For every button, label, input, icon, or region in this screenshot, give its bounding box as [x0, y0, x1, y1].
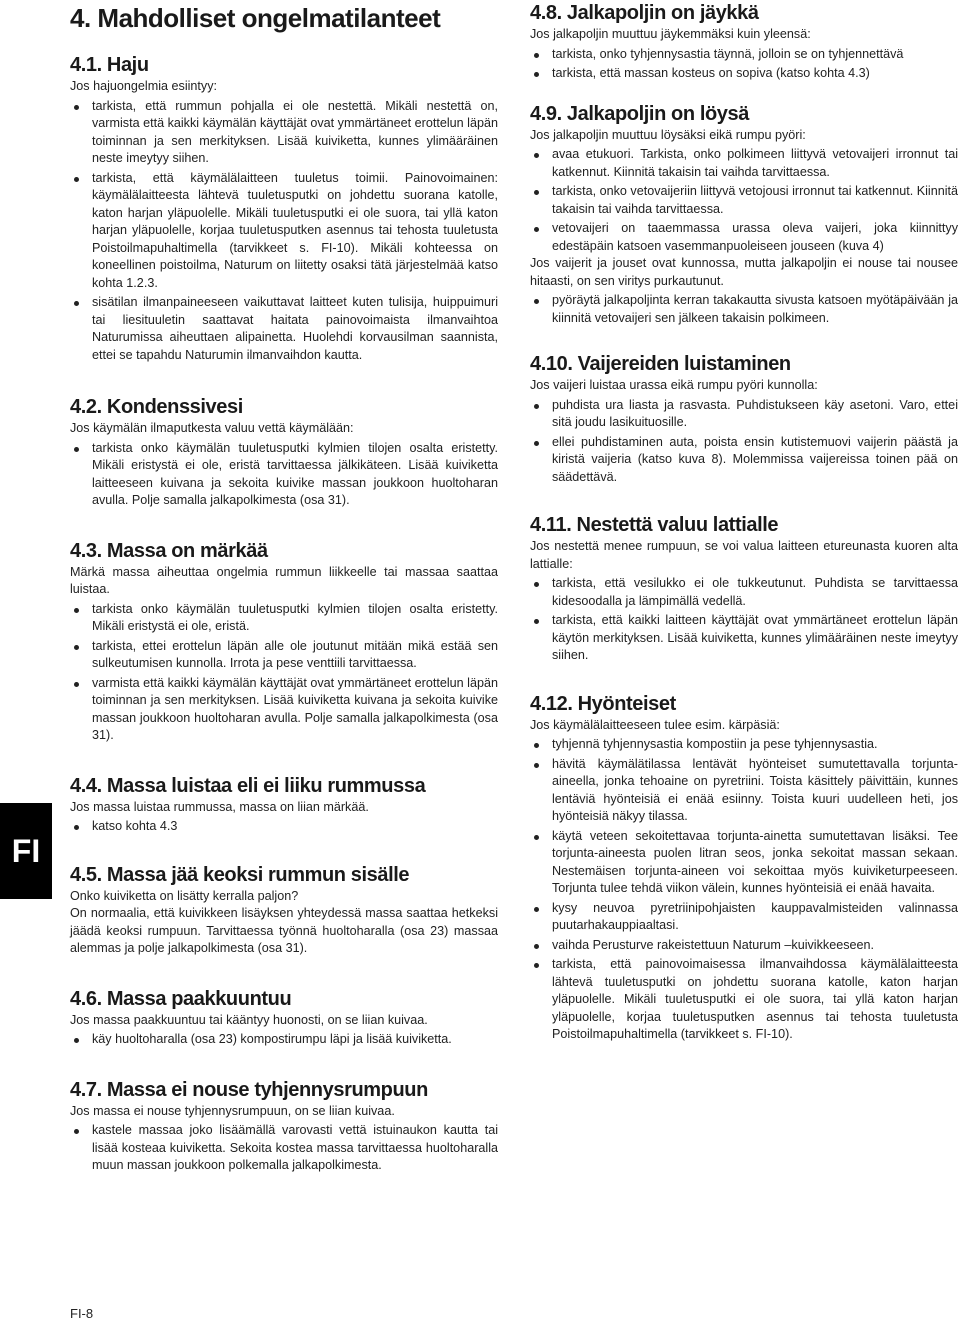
- bullet-list: [530, 46, 958, 83]
- section: [70, 986, 498, 1049]
- section-intro: Jos jalkapoljin muuttuu jäykemmäksi kuin yleensä:: [530, 27, 811, 41]
- bullet-item: tarkista, että massan kosteus on sopiva (katso kohta 4.3): [530, 65, 958, 83]
- bullet-item: vaihda Perusturve rakeistettuun Naturum –kuivikkeeseen.: [530, 937, 958, 955]
- section-title: 4.1. Haju: [70, 54, 149, 76]
- bullet-item: tarkista onko käymälän tuuletusputki kylmien tilojen osalta eristetty. Mikäli eristystä ei ole, eristä.: [70, 601, 498, 636]
- bullet-item: tarkista, onko vetovaijeriin liittyvä vetojousi irronnut tai katkennut. Kiinnitä takaisin tai vaihda tarvittaessa.: [530, 183, 958, 218]
- bullet-item: tyhjennä tyhjennysastia kompostiin ja pese tyhjennysastia.: [530, 736, 958, 754]
- bullet-item: tarkista, että vesilukko ei ole tukkeutunut. Puhdista se tarvittaessa kidesoodalla ja lämpimällä vedellä.: [530, 575, 958, 610]
- section-title: 4.10. Vaijereiden luistaminen: [530, 353, 791, 375]
- bullet-item: tarkista, että painovoimaisessa ilmanvaihdossa käymälälaitteesta lähtevä tuuletusputki on johdettu suorana katolle, katon harjan yläpuolelle. Mikäli tuuletusputki ei ole suora, tai yllä katon harjan yläpuolelle, korjaa tuuletusputken asennus tai tehosta tuuletusta Poistoilmapuhaltimella (tarvikkeet s. FI-10).: [530, 956, 958, 1044]
- section-intro: Jos jalkapoljin muuttuu löysäksi eikä rumpu pyöri:: [530, 127, 806, 142]
- section-title: 4.8. Jalkapoljin on jäykkä: [530, 2, 759, 24]
- section-intro: Jos käymälälaitteeseen tulee esim. kärpäsiä:: [530, 717, 780, 732]
- bullet-item: hävitä käymälätilassa lentävät hyönteiset sumutettavalla torjunta-aineella, jonka tehoaine on pyretriini. Toista käsittely päivittäin, kunnes lentäviä hyönteisiä ei enää esiinny. Toista kuuri uudelleen heti, jos hyönteisiä näkyy tilassa.: [530, 756, 958, 826]
- section-intro: Jos massa luistaa rummussa, massa on liian märkää.: [70, 799, 369, 814]
- section: [530, 0, 958, 83]
- bullet-item: puhdista ura liasta ja rasvasta. Puhdistukseen käy asetoni. Varo, ettei sitä joudu lasikuituosille.: [530, 397, 958, 432]
- section-title: 4.6. Massa paakkuuntuu: [70, 987, 292, 1010]
- section-title: 4.9. Jalkapoljin on löysä: [530, 102, 749, 125]
- bullet-list: [70, 440, 498, 510]
- bullet-list: [70, 818, 498, 836]
- bullet-item: sisätilan ilmanpaineeseen vaikuttavat laitteet kuten tulisija, huippuimuri tai liesituuletin saattavat haitata painovoimaista ilmanvaihtoa Naturumissa aiheuttaen alipainetta. Huolehdi korvausilman saannista, ettei se tapahdu Naturumin ilmanvaihdon kautta.: [70, 294, 498, 364]
- section: [70, 52, 498, 364]
- section-intro: Jos massa paakkuuntuu tai kääntyy huonosti, on se liian kuivaa.: [70, 1012, 428, 1027]
- section-title: 4.7. Massa ei nouse tyhjennysrumpuun: [70, 1078, 428, 1101]
- bullet-item: tarkista, onko tyhjennysastia täynnä, jolloin se on tyhjennettävä: [530, 46, 958, 64]
- bullet-item: käytä veteen sekoitettavaa torjunta-ainetta sumutettavan lisäksi. Tee torjunta-aineesta puolen litran seos, jonka sekoitat massan sekaan. Nestemäisen torjunta-aineen voi sekoittaa myös kuiviketurpeeseen. Torjunta tulee tehdä viikon välein, kunnes hyönteisiä ei enää havaita.: [530, 828, 958, 898]
- bullet-item: pyöräytä jalkapoljinta kerran takakautta sivusta katsoen myötäpäivään ja kiinnitä vetovaijeri sen jälkeen takaisin polkimeen.: [530, 292, 958, 327]
- language-tab: FI: [0, 803, 52, 899]
- bullet-item: katso kohta 4.3: [70, 818, 498, 836]
- page-number: FI-8: [70, 1306, 94, 1321]
- bullet-list: [530, 292, 958, 327]
- bullet-item: tarkista, että rummun pohjalla ei ole nestettä. Mikäli nestettä on, varmista että kaikki käymälän käyttäjät ovat ymmärtäneet erottelun läpän toiminnan ja sen merkityksen. Lisää kuiviketta, kunnes ylimääräinen neste imeytyy siihen.: [70, 98, 498, 168]
- section-title: 4.3. Massa on märkää: [70, 539, 268, 562]
- section: [530, 101, 958, 328]
- section-title: 4.11. Nestettä valuu lattialle: [530, 514, 779, 536]
- bullet-list: [530, 575, 958, 665]
- section-intro: On normaalia, että kuivikkeen lisäyksen yhteydessä massa saattaa hetkeksi jäädä keoksi rumpuun. Tarvittaessa työnnä huoltoharalla (osa 23) massaa alemmas ja polje jalkapolkimesta (osa 31).: [70, 906, 498, 955]
- section: [530, 512, 958, 665]
- right-column: [530, 0, 958, 1044]
- bullet-item: tarkista, että käymälälaitteen tuuletus toimii. Painovoimainen: käymälälaitteesta lähtevä tuuletusputki on johdettu suorana katolle, katon harjan yläpuolelle. Mikäli tuuletusputki ei ole suora, tai yllä katon harjan yläpuolelle, korjaa tuuletusputken asennus tai tehosta tuuletusta Poistoilmapuhaltimella (tarvikkeet s. FI-10). Mikäli kohteessa on koneellinen poistoilma, Naturum on liitetty osaksi tätä järjestelmää katso kohta 1.2.3.: [70, 170, 498, 293]
- bullet-list: [70, 601, 498, 745]
- section: [530, 351, 958, 486]
- section-intro: Märkä massa aiheuttaa ongelmia rummun liikkeelle tai massaa saattaa luistaa.: [70, 564, 498, 596]
- bullet-item: tarkista, ettei erottelun läpän alle ole joutunut mitään mikä estää sen sulkeutumisen kunnolla. Irrota ja pese venttiili tarvittaessa.: [70, 638, 498, 673]
- section-title: 4.12. Hyönteiset: [530, 692, 676, 715]
- bullet-item: käy huoltoharalla (osa 23) kompostirumpu läpi ja lisää kuiviketta.: [70, 1031, 498, 1049]
- bullet-list: [70, 98, 498, 365]
- bullet-list: [70, 1031, 498, 1049]
- bullet-item: tarkista, että kaikki laitteen käyttäjät ovat ymmärtäneet erottelun läpän käytön merkityksen. Lisää kuiviketta, kunnes ylimääräinen neste imeytyy siihen.: [530, 612, 958, 665]
- bullet-item: kastele massaa joko lisäämällä varovasti vettä istuinaukon kautta tai lisää kosteaa kuiviketta. Sekoita kostea massa tarvittaessa huoltoharalla muun massan joukkoon polkemalla jalkapolkimesta.: [70, 1122, 498, 1175]
- section-intro: Jos massa ei nouse tyhjennysrumpuun, on se liian kuivaa.: [70, 1103, 395, 1118]
- section: [530, 691, 958, 1044]
- bullet-item: kysy neuvoa pyretriinipohjaisten kauppavalmisteiden valinnassa puutarhakauppiaaltasi.: [530, 900, 958, 935]
- section: [70, 862, 498, 958]
- bullet-list: [530, 736, 958, 1044]
- section: [70, 538, 498, 745]
- section: [70, 1077, 498, 1175]
- bullet-list: [530, 397, 958, 487]
- bullet-item: varmista että kaikki käymälän käyttäjät ovat ymmärtäneet erottelun läpän toiminnan ja sen merkityksen. Lisää kuiviketta kuivana ja sekoita kuivike massan joukkoon huoltoharan avulla. Polje samalla jalkapolkimesta (osa 31).: [70, 675, 498, 745]
- section-title: 4.2. Kondenssivesi: [70, 396, 243, 418]
- bullet-item: ellei puhdistaminen auta, poista ensin kutistemuovi vaijerin päästä ja kiristä vaijeria (katso kuva 8). Molemmissa vaijereissa toinen pää on säädettävä.: [530, 434, 958, 487]
- bullet-list: [70, 1122, 498, 1175]
- left-column: [70, 0, 498, 1175]
- section-intro: Jos hajuongelmia esiintyy:: [70, 79, 218, 93]
- bullet-item: tarkista onko käymälän tuuletusputki kylmien tilojen osalta eristetty. Mikäli eristystä ei ole, eristä tarvittaessa jälkikäteen. Lisää kuiviketta laitteeseen kuivana ja sekoita kuivike massan joukkoon huoltoharan avulla. Polje samalla jalkapolkimesta (osa 31).: [70, 440, 498, 510]
- chapter-title: 4. Mahdolliset ongelmatilanteet: [70, 3, 441, 33]
- section: [70, 394, 498, 510]
- bullet-item: avaa etukuori. Tarkista, onko polkimeen liittyvä vetovaijeri irronnut tai katkennut. Kiinnitä takaisin tai vaihda tarvittaessa.: [530, 146, 958, 181]
- bullet-item: vetovaijeri on taaemmassa urassa oleva vaijeri, joka kiinnittyy edestäpäin katsoen vasemmanpuoleiseen jouseen (kuva 4): [530, 220, 958, 255]
- section-intro: Jos käymälän ilmaputkesta valuu vettä käymälään:: [70, 421, 354, 435]
- section-intro: Onko kuiviketta on lisätty kerralla paljon?: [70, 888, 299, 903]
- section-title: 4.4. Massa luistaa eli ei liiku rummussa: [70, 774, 426, 797]
- bullet-list: [530, 146, 958, 255]
- section-title: 4.5. Massa jää keoksi rummun sisälle: [70, 863, 410, 886]
- section-paragraph: Jos vaijerit ja jouset ovat kunnossa, mutta jalkapoljin ei nouse tai nousee hitaasti, on sen viritys purkautunut.: [530, 256, 958, 288]
- section: [70, 773, 498, 836]
- section-intro: Jos vaijeri luistaa urassa eikä rumpu pyöri kunnolla:: [530, 378, 818, 392]
- section-intro: Jos nestettä menee rumpuun, se voi valua laitteen etureunasta kuoren alta lattialle:: [530, 539, 958, 571]
